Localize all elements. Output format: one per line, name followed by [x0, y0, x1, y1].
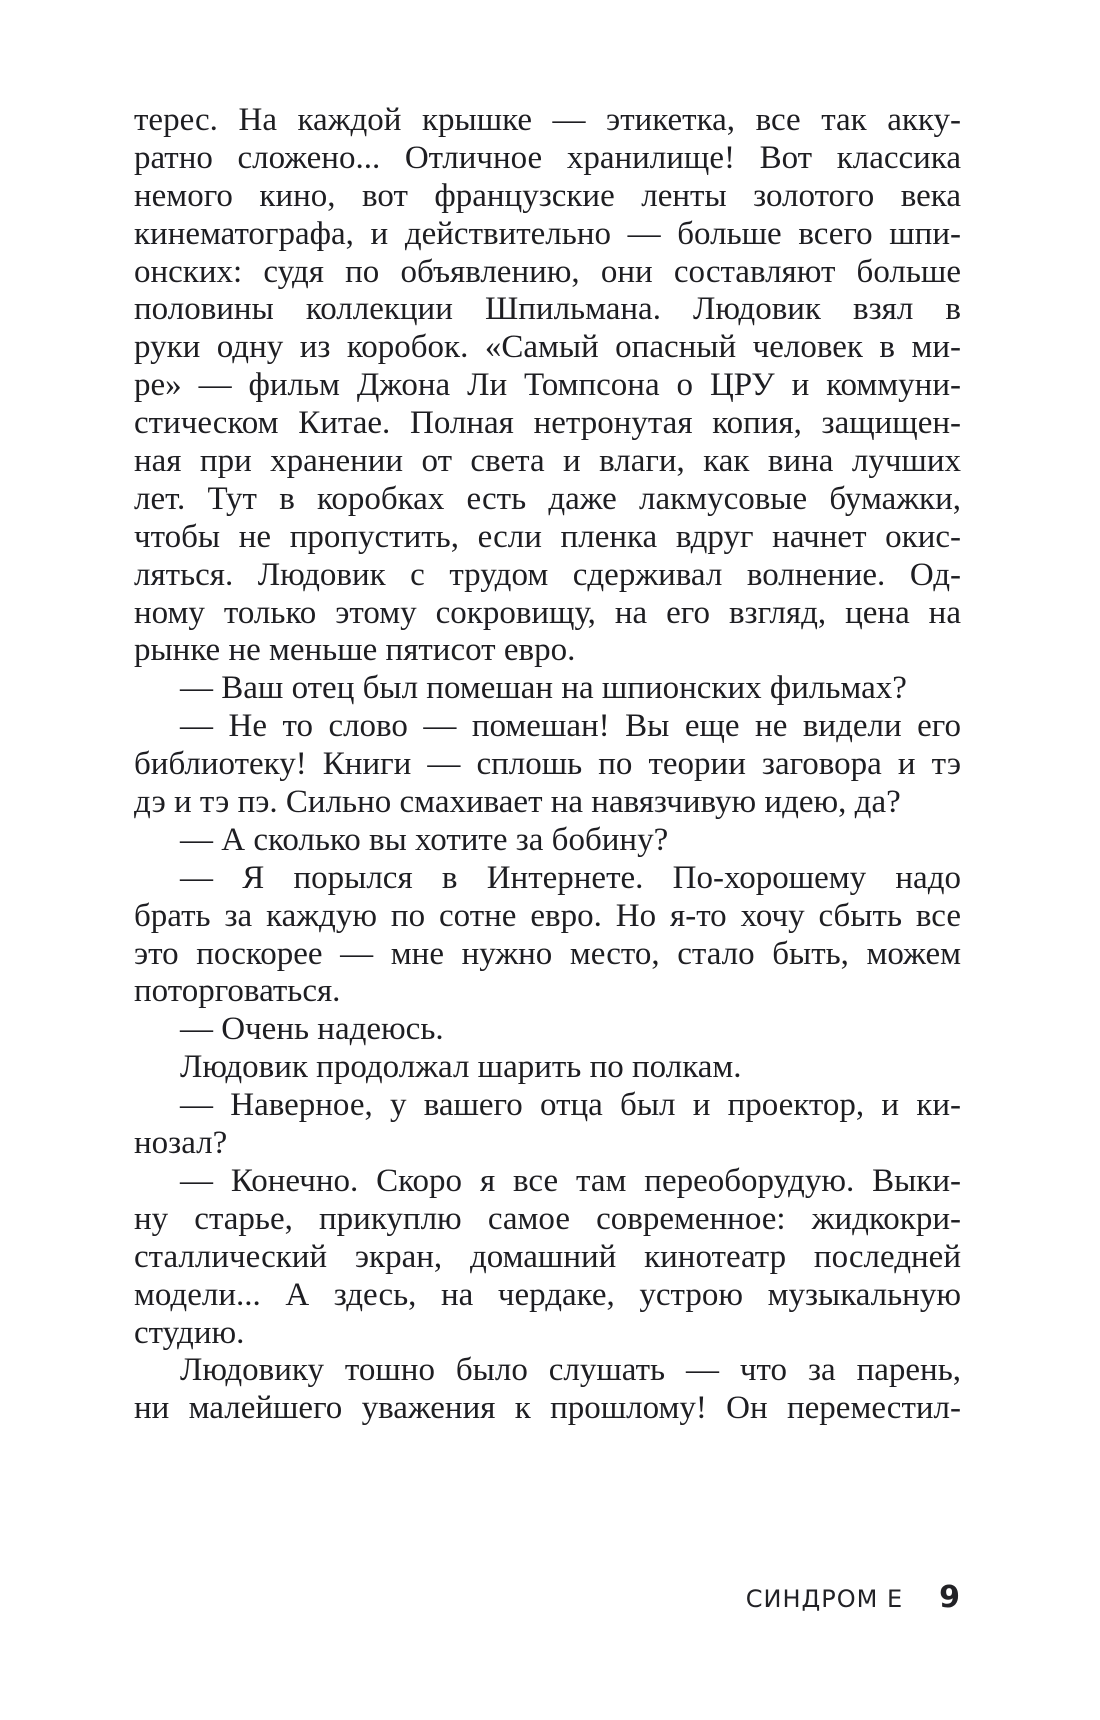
- text-line: ратно сложено... Отличное хранилище! Вот классика: [134, 139, 961, 176]
- text-line: брать за каждую по сотне евро. Но я-то хочу сбыть все: [134, 897, 961, 934]
- text-line: — А сколько вы хотите за бобину?: [180, 821, 669, 858]
- text-line: онских: судя по объявлению, они составляют больше: [134, 253, 961, 290]
- text-line: Людовик продолжал шарить по полкам.: [180, 1049, 742, 1086]
- text-line: библиотеку! Книги — сплошь по теории заговора и тэ: [134, 746, 961, 783]
- text-line: стическом Китае. Полная нетронутая копия, защищен-: [134, 405, 961, 442]
- text-line: ляться. Людовик с трудом сдерживал волнение. Од-: [134, 556, 961, 593]
- text-line: поторговаться.: [134, 973, 341, 1010]
- text-line: нозал?: [134, 1125, 228, 1162]
- text-line: — Наверное, у вашего отца был и проектор, и ки-: [180, 1087, 961, 1124]
- text-line: терес. На каждой крышке — этикетка, все так акку-: [134, 102, 961, 138]
- text-line: — Не то слово — помешан! Вы еще не видели его: [180, 708, 961, 745]
- text-line: руки одну из коробок. «Самый опасный человек в ми-: [134, 329, 961, 366]
- body-text: [134, 102, 961, 1428]
- text-line: ну старье, прикуплю самое современное: жидкокри-: [134, 1200, 961, 1237]
- text-line: ни малейшего уважения к прошлому! Он переместил-: [134, 1390, 961, 1427]
- text-line: модели... А здесь, на чердаке, устрою музыкальную: [134, 1276, 961, 1313]
- text-line: — Очень надеюсь.: [180, 1011, 444, 1048]
- text-line: ному только этому сокровищу, на его взгляд, цена на: [134, 594, 961, 631]
- text-line: ре» — фильм Джона Ли Томпсона о ЦРУ и коммуни-: [134, 367, 961, 404]
- text-line: кинематографа, и действительно — больше всего шпи-: [134, 215, 961, 252]
- text-line: Людовику тошно было слушать — что за парень,: [180, 1352, 961, 1389]
- text-line: рынке не меньше пятисот евро.: [134, 632, 576, 669]
- text-line: студию.: [134, 1314, 245, 1351]
- text-line: — Я порылся в Интернете. По-хорошему надо: [180, 859, 961, 896]
- running-title: СИНДРОМ Е: [745, 1585, 904, 1613]
- text-line: дэ и тэ пэ. Сильно смахивает на навязчивую идею, да?: [134, 784, 901, 821]
- text-line: лет. Тут в коробках есть даже лакмусовые бумажки,: [134, 480, 961, 517]
- page-number: 9: [939, 1580, 960, 1615]
- text-line: чтобы не пропустить, если пленка вдруг начнет окис-: [134, 518, 961, 555]
- text-line: половины коллекции Шпильмана. Людовик взял в: [134, 291, 961, 328]
- text-line: это поскорее — мне нужно место, стало быть, можем: [134, 935, 961, 972]
- text-line: сталлический экран, домашний кинотеатр последней: [134, 1238, 961, 1275]
- text-line: — Конечно. Скоро я все там переоборудую. Выки-: [180, 1162, 961, 1199]
- text-line: немого кино, вот французские ленты золотого века: [134, 177, 961, 214]
- text-line: — Ваш отец был помешан на шпионских фильмах?: [180, 670, 907, 707]
- page-footer: [746, 1580, 960, 1615]
- text-line: ная при хранении от света и влаги, как вина лучших: [134, 443, 961, 480]
